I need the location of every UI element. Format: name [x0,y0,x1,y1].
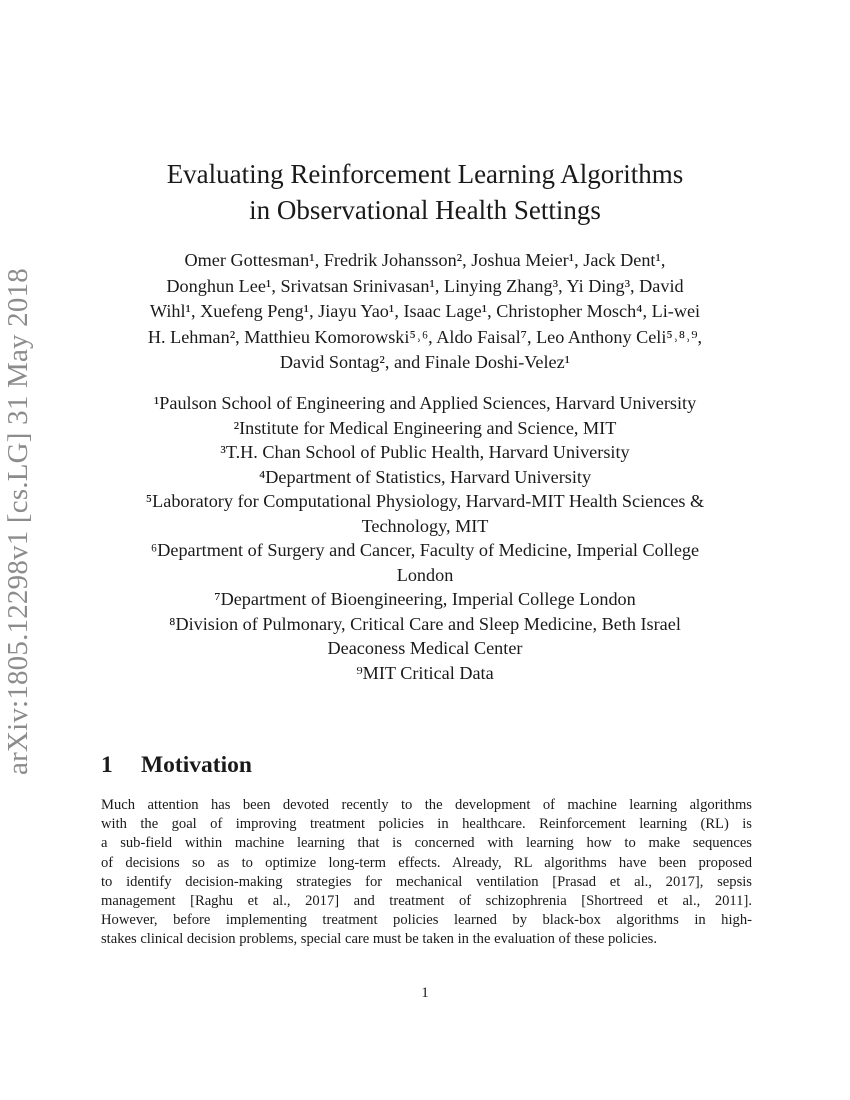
paper-title [0,156,850,228]
title-line: Evaluating Reinforcement Learning Algorithms [166,159,684,189]
body-line: a sub-field within machine learning that is concerned with learning how to make sequences [101,835,752,852]
affiliation-line: ⁹MIT Critical Data [356,662,494,683]
section-heading [101,752,252,779]
section-number: 1 [101,752,113,778]
body-line: However, before implementing treatment policies learned by black-box algorithms in high- [101,912,752,929]
body-line: Much attention has been devoted recently to the development of machine learning algorithms [101,797,752,813]
body-line: management [Raghu et al., 2017] and treatment of schizophrenia [Shortreed et al., 2011]. [101,893,752,910]
affiliation-line: ²Institute for Medical Engineering and Science, MIT [233,417,617,438]
affiliation-line: London [396,564,454,585]
affiliation-line: ¹Paulson School of Engineering and Applied Sciences, Harvard University [153,393,697,413]
body-line: of decisions so as to optimize long-term effects. Already, RL algorithms have been proposed [101,854,752,871]
affiliation-line: ³T.H. Chan School of Public Health, Harvard University [220,442,630,462]
body-line: stakes clinical decision problems, special care must be taken in the evaluation of these policies. [101,931,658,948]
body-line: with the goal of improving treatment policies in healthcare. Reinforcement learning (RL) is [101,816,752,833]
author-line: Donghun Lee¹, Srivatsan Srinivasan¹, Linying Zhang³, Yi Ding³, David [166,275,684,296]
body-line: to identify decision-making strategies for mechanical ventilation [Prasad et al., 2017], sepsis [101,873,752,890]
arxiv-margin-stamp: arXiv:1805.12298v1 [cs.LG] 31 May 2018 [2,268,34,775]
author-line: Wihl¹, Xuefeng Peng¹, Jiayu Yao¹, Isaac Lage¹, Christopher Mosch⁴, Li-wei [149,301,701,321]
affiliation-line: ⁸Division of Pulmonary, Critical Care and Sleep Medicine, Beth Israel [169,613,681,634]
author-line: David Sontag², and Finale Doshi-Velez¹ [279,352,571,372]
affiliation-line: Deaconess Medical Center [327,638,523,658]
page-number: 1 [421,985,429,1001]
author-list [100,248,750,376]
affiliation-line: ⁶Department of Surgery and Cancer, Faculty of Medicine, Imperial College [150,540,700,560]
section-title: Motivation [141,752,252,778]
title-line: in Observational Health Settings [249,195,601,225]
author-line: H. Lehman², Matthieu Komorowski⁵˒⁶, Aldo Faisal⁷, Leo Anthony Celi⁵˒⁸˒⁹, [147,326,703,347]
author-line: Omer Gottesman¹, Fredrik Johansson², Joshua Meier¹, Jack Dent¹, [184,250,666,270]
body-paragraph [101,796,752,950]
affiliation-list [95,391,755,685]
affiliation-line: ⁷Department of Bioengineering, Imperial College London [214,589,636,609]
affiliation-line: Technology, MIT [361,515,489,536]
affiliation-line: ⁴Department of Statistics, Harvard University [258,466,592,487]
affiliation-line: ⁵Laboratory for Computational Physiology, Harvard-MIT Health Sciences & [145,491,705,511]
